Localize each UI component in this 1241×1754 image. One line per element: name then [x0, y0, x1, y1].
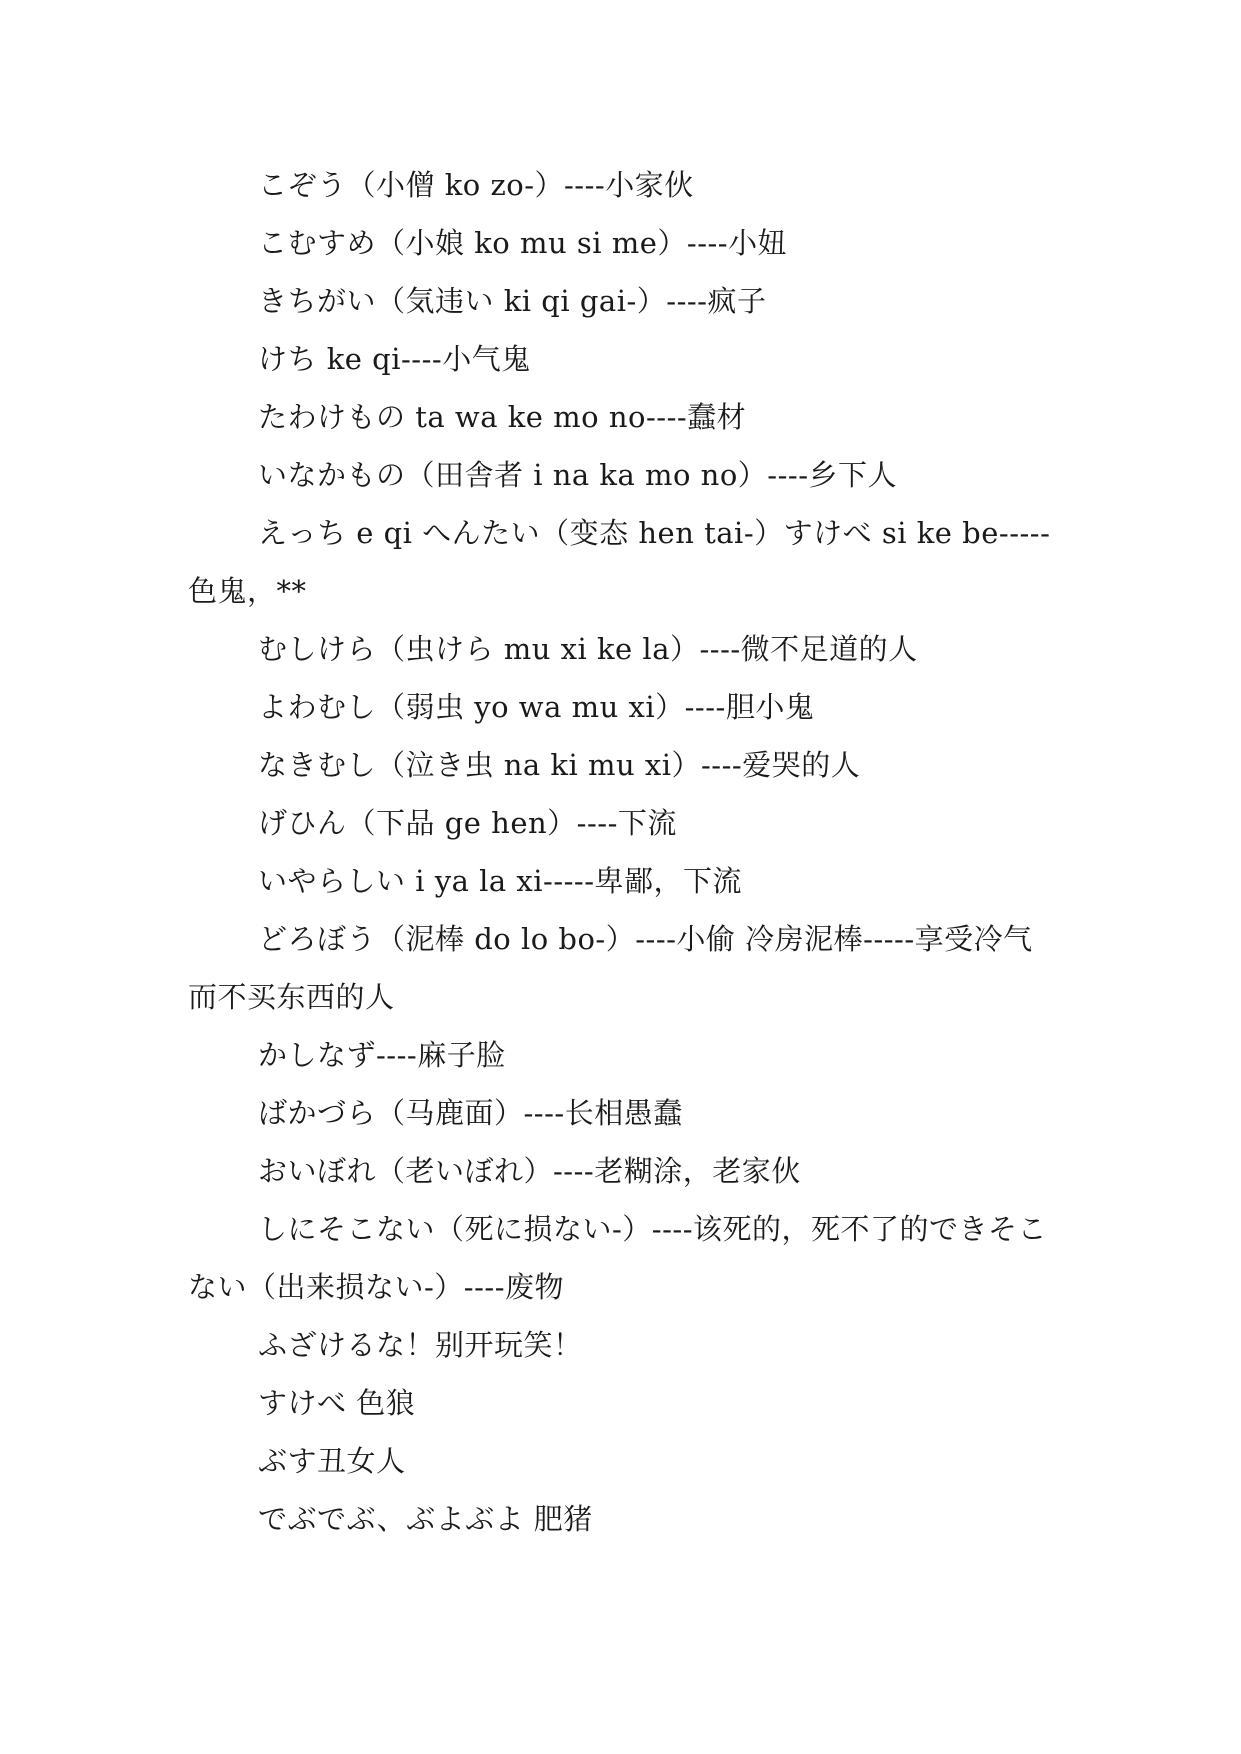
- vocab-entry-iyarashii: いやらしい i ya la xi-----卑鄙，下流: [258, 864, 743, 898]
- vocab-entry-nakimushi: なきむし（泣き虫 na ki mu xi）----爱哭的人: [258, 748, 861, 782]
- vocab-entry-kashinazu: かしなず----麻子脸: [258, 1038, 506, 1072]
- vocab-entry-kechi: けち ke qi----小气鬼: [258, 342, 531, 376]
- vocab-entry-komusume: こむすめ（小娘 ko mu si me）----小妞: [258, 226, 788, 260]
- vocab-entry-inakamono: いなかもの（田舎者 i na ka mo no）----乡下人: [258, 458, 897, 492]
- vocab-entry-debudebu: でぶでぶ、ぶよぶよ 肥猪: [258, 1502, 593, 1536]
- vocab-entry-shinisokonai: しにそこない（死に损ない-）----该死的，死不了的できそこない（出来损ない-）----废物: [188, 1212, 1047, 1304]
- document-body: [188, 156, 1060, 1548]
- vocab-entry-kichigai: きちがい（気违い ki qi gai-）----疯子: [258, 284, 767, 318]
- vocab-entry-gehin: げひん（下品 ge hen）----下流: [258, 806, 677, 840]
- vocab-entry-tawakemono: たわけもの ta wa ke mo no----蠢材: [258, 400, 747, 434]
- vocab-entry-mushikera: むしけら（虫けら mu xi ke la）----微不足道的人: [258, 632, 918, 666]
- vocab-entry-busu: ぶす丑女人: [258, 1444, 406, 1478]
- vocab-entry-fuzakeruna: ふざけるな！别开玩笑！: [258, 1328, 583, 1362]
- vocab-entry-yowamushi: よわむし（弱虫 yo wa mu xi）----胆小鬼: [258, 690, 815, 724]
- vocab-entry-oibore: おいぼれ（老いぼれ）----老糊涂，老家伙: [258, 1154, 801, 1188]
- vocab-entry-ecchi: えっち e qi へんたい（变态 hen tai-）すけべ si ke be-----色鬼，**: [188, 516, 1051, 608]
- vocab-entry-sukebe: すけべ 色狼: [258, 1386, 416, 1420]
- vocab-entry-bakazura: ばかづら（马鹿面）----长相愚蠢: [258, 1096, 683, 1130]
- vocab-entry-dorobou: どろぼう（泥棒 do lo bo-）----小偷 冷房泥棒-----享受冷气而不买东西的人: [188, 922, 1033, 1014]
- vocab-entry-kozou: こぞう（小僧 ko zo-）----小家伙: [258, 168, 694, 202]
